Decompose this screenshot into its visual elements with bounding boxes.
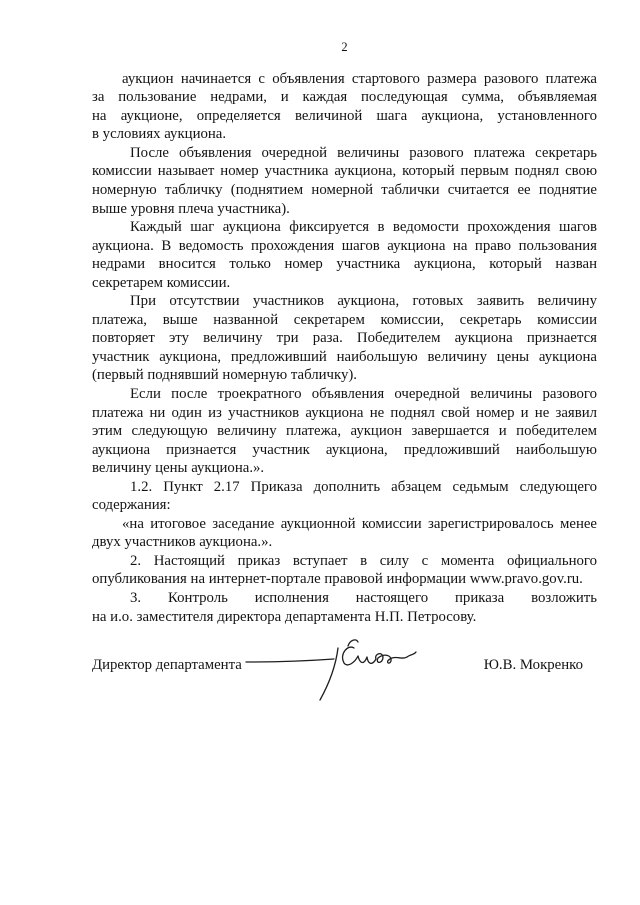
text-line: (первый поднявший номерную табличку). [92, 367, 357, 384]
paragraph-clause-2 [92, 552, 597, 589]
page-number: 2 [341, 40, 348, 54]
text-line: выше уровня плеча участника). [92, 200, 290, 217]
text-line: Каждый шаг аукциона фиксируется в ведомости прохождения шагов [130, 219, 597, 236]
signer-name: Ю.В. Мокренко [483, 657, 583, 673]
text-line: двух участников аукциона.». [92, 534, 273, 551]
text-line: комиссии называет номер участника аукциона, который первым поднял свою [92, 163, 597, 180]
text-line: содержания: [92, 497, 171, 514]
text-line: повторяет эту величину три раза. Победителем аукциона признается [92, 330, 597, 347]
paragraph-no-bidders [92, 292, 597, 385]
text-line: опубликования на интернет-портале правовой информации www.pravo.gov.ru. [92, 571, 583, 588]
text-line: недрами вносится только номер участника аукциона, который назван [92, 256, 597, 273]
handwritten-signature [236, 630, 436, 705]
text-line: Если после троекратного объявления очередной величины разового [130, 385, 597, 402]
text-line: «на итоговое заседание аукционной комиссии зарегистрировалось менее [122, 515, 597, 532]
text-line: платежа, выше названной секретарем комиссии, секретарь комиссии [92, 311, 597, 328]
text-line: платежа ни один из участников аукциона не поднял свой номер и не заявил [92, 404, 597, 421]
document-body [92, 70, 597, 626]
text-line: в условиях аукциона. [92, 126, 227, 143]
text-line: 2. Настоящий приказ вступает в силу с момента официального [130, 552, 597, 569]
text-line: 1.2. Пункт 2.17 Приказа дополнить абзацем седьмым следующего [130, 478, 597, 495]
signer-position: Директор департамента [92, 657, 242, 673]
paragraph-step-announcement [92, 144, 597, 218]
text-line: После объявления очередной величины разового платежа секретарь [130, 144, 597, 161]
paragraph-clause-3 [92, 589, 597, 626]
paragraph-clause-1-2 [92, 478, 597, 515]
text-line: участник аукциона, предложивший наибольшую величину цены аукциона [92, 348, 597, 365]
text-line: на и.о. заместителя директора департамента Н.П. Петросову. [92, 608, 477, 625]
text-line: на аукционе, определяется величиной шага аукциона, установленного [92, 107, 597, 124]
paragraph-quoted-addition [92, 515, 597, 552]
text-line: секретарем комиссии. [92, 274, 231, 291]
text-line: аукциона признается участник аукциона, предложивший наибольшую [92, 441, 597, 458]
text-line: аукцион начинается с объявления стартового размера разового платежа [122, 70, 597, 87]
text-line: аукциона. В ведомость прохождения шагов аукциона на право пользования [92, 237, 597, 254]
paragraph-winner-determination [92, 385, 597, 478]
paragraph-step-record [92, 218, 597, 292]
text-line: величину цены аукциона.». [92, 460, 265, 477]
text-line: этим следующую величину платежа, аукцион завершается и победителем [92, 423, 597, 440]
paragraph-auction-opening [92, 70, 597, 144]
text-line: номерную табличку (поднятием номерной таблички считается ее поднятие [92, 181, 597, 198]
text-line: 3. Контроль исполнения настоящего приказа возложить [130, 590, 597, 606]
text-line: за пользование недрами, и каждая последующая сумма, объявляемая [92, 89, 597, 106]
text-line: При отсутствии участников аукциона, готовых заявить величину [130, 293, 597, 310]
